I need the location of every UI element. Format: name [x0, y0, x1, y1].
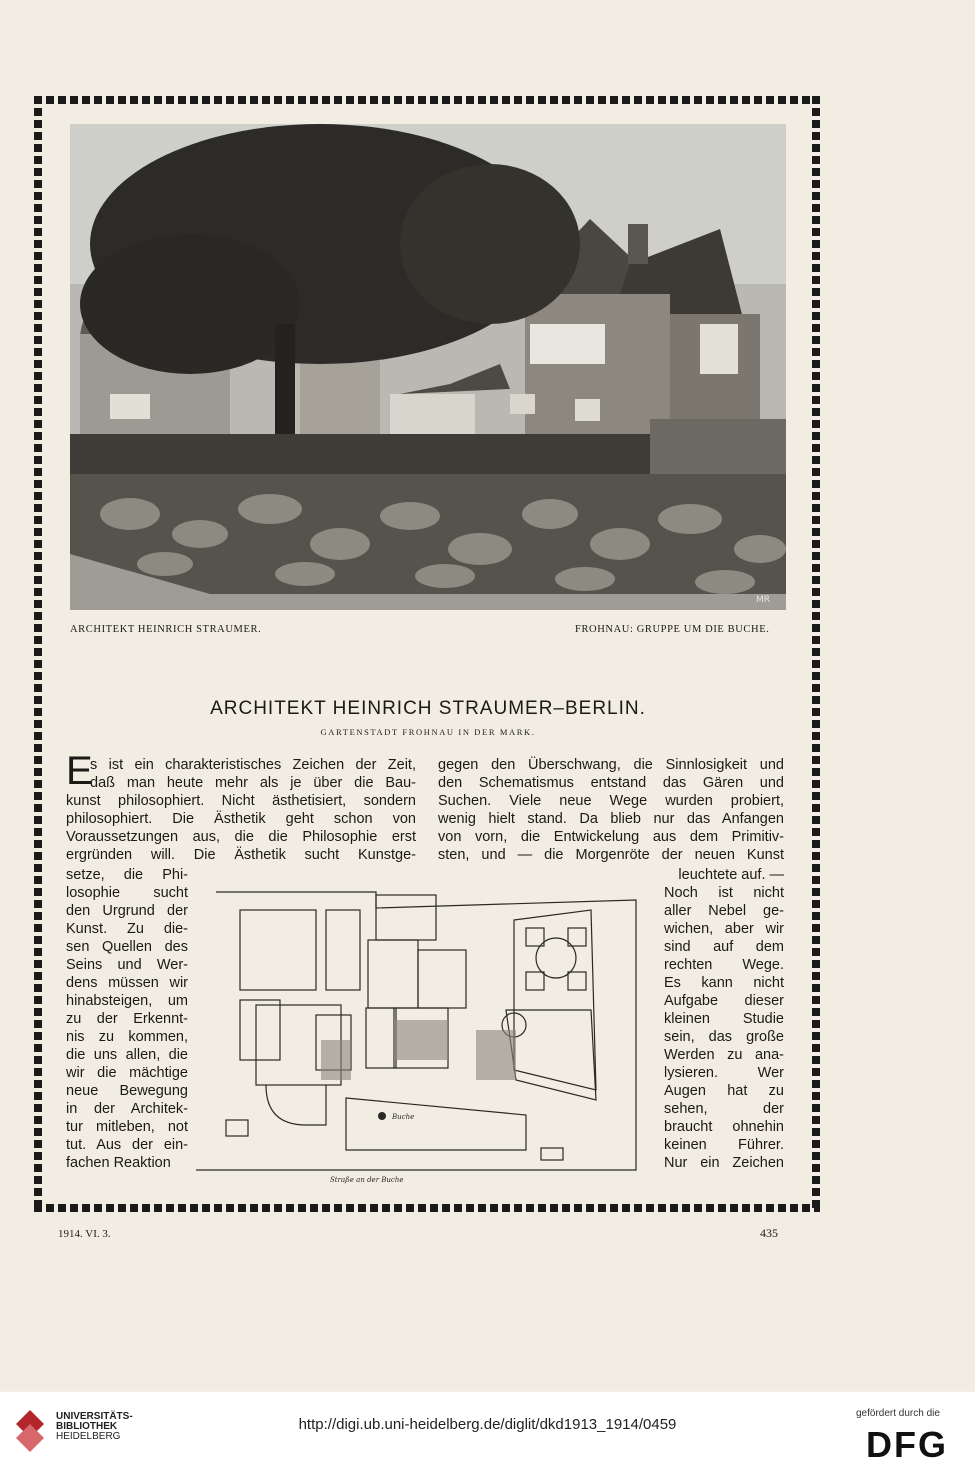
text-line: ergründen will. Die Ästhetik sucht Kunstge- — [66, 847, 416, 863]
library-line: HEIDELBERG — [56, 1431, 121, 1442]
drop-cap: E — [66, 749, 93, 793]
text-line: keinen Führer. — [664, 1137, 784, 1153]
text-line: s ist ein charakteristisches Zeichen der Zeit, — [90, 757, 416, 773]
text-line: sten, und — die Morgenröte der neuen Kunst — [438, 847, 784, 863]
text-line: den Urgrund der — [66, 903, 188, 919]
photo-caption-right: FROHNAU: GRUPPE UM DIE BUCHE. — [575, 624, 770, 635]
text-line: braucht ohnehin — [664, 1119, 784, 1135]
tree-label: Buche — [392, 1113, 415, 1121]
house-photograph — [70, 124, 786, 610]
article-subtitle: GARTENSTADT FROHNAU IN DER MARK. — [320, 727, 536, 737]
text-line: gegen den Überschwang, die Sinnlosigkeit und — [438, 757, 784, 773]
text-line: sen Quellen des — [66, 939, 188, 955]
funding-caption: gefördert durch die — [856, 1408, 940, 1419]
text-line: von vorn, die Entwickelung aus dem Primitiv- — [438, 829, 784, 845]
text-line: in der Architek- — [66, 1101, 188, 1117]
text-line: neue Bewegung — [66, 1083, 188, 1099]
issue-date: 1914. VI. 3. — [58, 1228, 111, 1240]
text-line: rechten Wege. — [664, 957, 784, 973]
text-line: Voraussetzungen aus, die die Philosophie erst — [66, 829, 416, 845]
text-line: Noch ist nicht — [664, 885, 784, 901]
floor-plan-drawing — [196, 880, 644, 1188]
text-line: Suchen. Viele neue Wege wurden probiert, — [438, 793, 784, 809]
text-line: nis zu kommen, — [66, 1029, 188, 1045]
text-line: aller Nebel ge- — [664, 903, 784, 919]
text-line: Es kann nicht — [664, 975, 784, 991]
text-line: Kunst. Zu die- — [66, 921, 188, 937]
text-line: Augen hat zu — [664, 1083, 784, 1099]
dfg-logo: DFG — [866, 1424, 948, 1465]
library-line: BIBLIOTHEK — [56, 1421, 118, 1432]
text-line: dens müssen wir — [66, 975, 188, 991]
text-line: wir die mächtige — [66, 1065, 188, 1081]
text-line: zu der Erkennt- — [66, 1011, 188, 1027]
page-number: 435 — [760, 1226, 778, 1240]
permalink-url[interactable]: http://digi.ub.uni-heidelberg.de/diglit/dkd1913_1914/0459 — [298, 1416, 677, 1433]
text-line: hinabsteigen, um — [66, 993, 188, 1009]
text-line: Aufgabe dieser — [664, 993, 784, 1009]
text-line: Nur ein Zeichen — [664, 1155, 784, 1171]
text-line: tut. Aus der ein- — [66, 1137, 188, 1153]
text-line: setze, die Phi- — [66, 867, 188, 883]
photo-caption-left: ARCHITEKT HEINRICH STRAUMER. — [70, 624, 262, 635]
text-line: den Schematismus entstand das Gären und — [438, 775, 784, 791]
top-border — [34, 96, 820, 104]
bottom-border — [34, 1204, 820, 1212]
text-line: Werden zu ana- — [664, 1047, 784, 1063]
text-line: sehen, der — [664, 1101, 784, 1117]
photo-monogram: MR — [756, 595, 771, 605]
library-line: UNIVERSITÄTS- — [56, 1411, 133, 1422]
text-line: losophie sucht — [66, 885, 188, 901]
article-title: ARCHITEKT HEINRICH STRAUMER–BERLIN. — [210, 698, 646, 719]
text-line: die uns allen, die — [66, 1047, 188, 1063]
text-line: leuchtete auf. — — [678, 867, 784, 883]
text-line: kunst philosophiert. Nicht ästhetisiert, sondern — [66, 793, 416, 809]
street-label: Straße an der Buche — [330, 1176, 404, 1184]
text-line: sein, das große — [664, 1029, 784, 1045]
right-border — [812, 96, 820, 1212]
text-line: wichen, aber wir — [664, 921, 784, 937]
text-line: fachen Reaktion — [66, 1155, 171, 1171]
text-line: tur mitleben, not — [66, 1119, 188, 1135]
text-line: philosophiert. Die Ästhetik geht schon von — [66, 811, 416, 827]
text-line: Seins und Wer- — [66, 957, 188, 973]
text-line: lysieren. Wer — [664, 1065, 784, 1081]
text-line: sind auf dem — [664, 939, 784, 955]
text-line: wenig hielt stand. Da blieb nur das Anfangen — [438, 811, 784, 827]
left-border — [34, 96, 42, 1212]
text-line: kleinen Studie — [664, 1011, 784, 1027]
house-photo-illustration — [70, 124, 786, 610]
text-line: daß man heute mehr als je über die Bau- — [90, 775, 416, 791]
